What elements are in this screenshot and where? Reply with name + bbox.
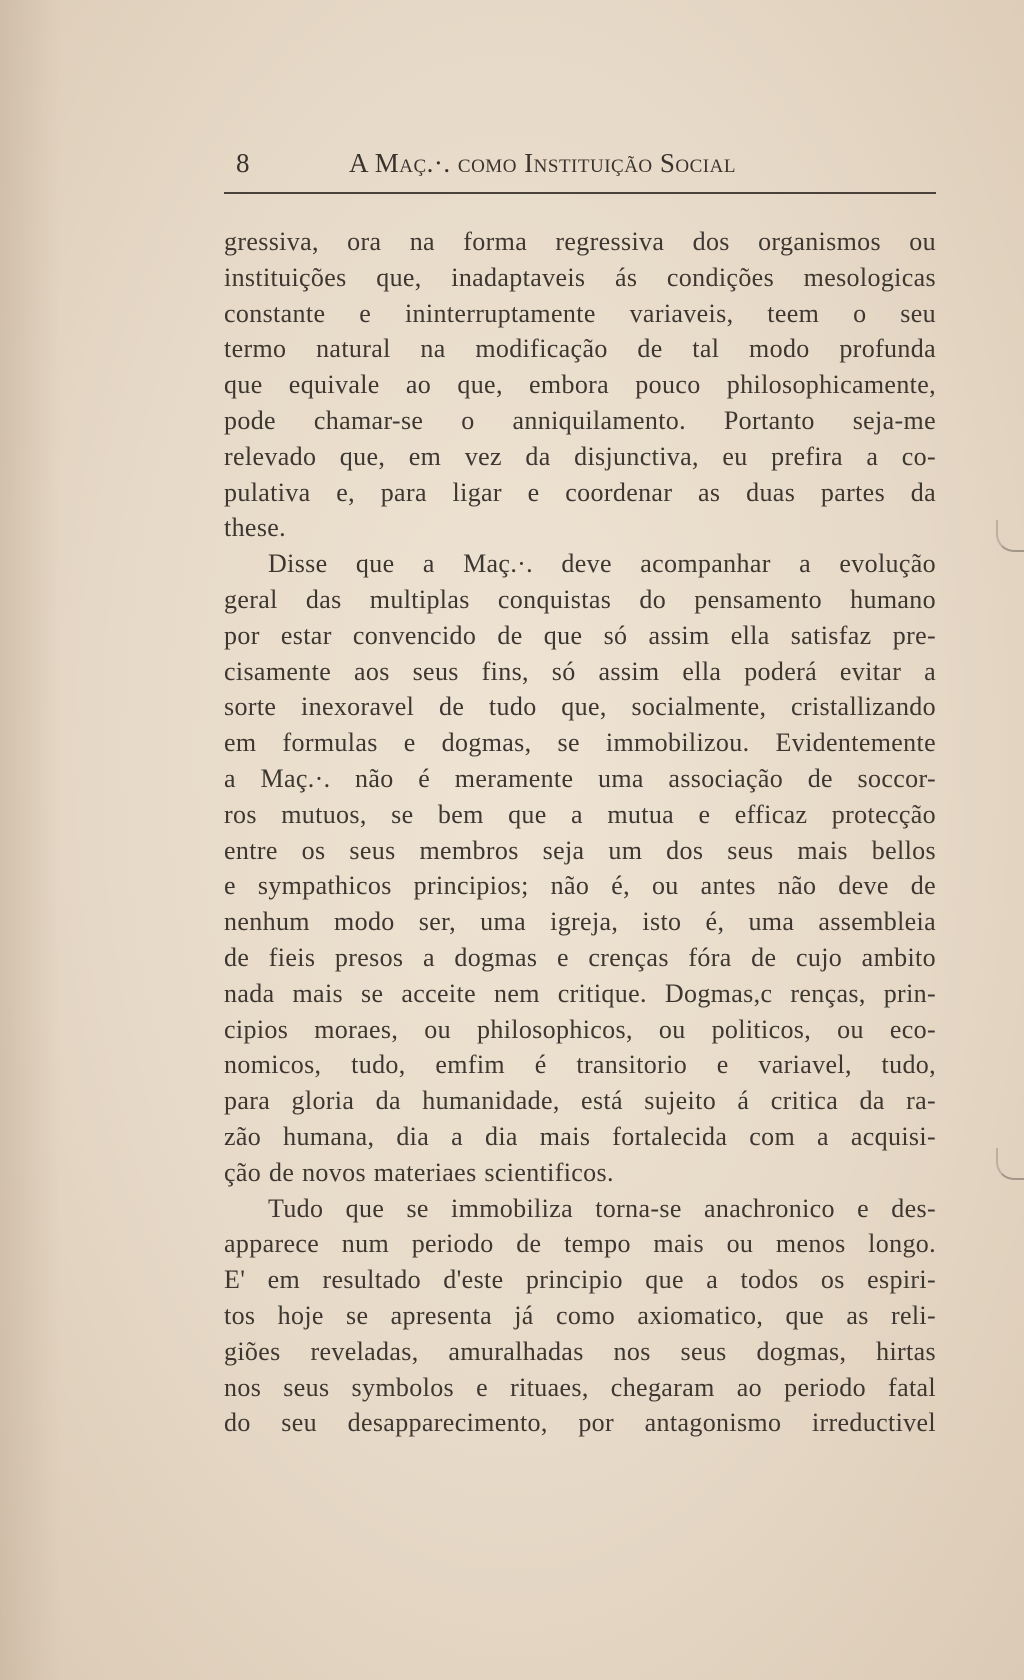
text-line: para gloria da humanidade, está sujeito á critica da ra- xyxy=(224,1086,936,1116)
page-number: 8 xyxy=(236,148,250,178)
text-line: zão humana, dia a dia mais fortalecida com a acquisi- xyxy=(224,1121,936,1151)
body-text xyxy=(224,224,936,1441)
text-line: sorte inexoravel de tudo que, socialmente, cristallizando xyxy=(224,692,936,722)
running-head xyxy=(224,148,936,188)
text-line: termo natural na modificação de tal modo profunda xyxy=(224,334,936,364)
margin-mark xyxy=(996,520,1024,552)
text-line: these. xyxy=(224,513,287,543)
text-line: e sympathicos principios; não é, ou antes não deve de xyxy=(224,871,936,901)
text-line: de fieis presos a dogmas e crenças fóra de cujo ambito xyxy=(224,942,936,972)
text-line: apparece num periodo de tempo mais ou menos longo. xyxy=(224,1229,936,1259)
text-line: pode chamar-se o anniquilamento. Portanto seja-me xyxy=(224,405,936,435)
text-line: E' em resultado d'este principio que a todos os espiri- xyxy=(224,1265,936,1295)
text-line: do seu desapparecimento, por antagonismo irreductivel xyxy=(224,1408,936,1438)
text-line: ros mutuos, se bem que a mutua e efficaz protecção xyxy=(224,799,936,829)
page-edge-shadow xyxy=(0,0,60,1680)
text-line: cisamente aos seus fins, só assim ella poderá evitar a xyxy=(224,656,936,686)
text-line: a Maç.·. não é meramente uma associação de soccor- xyxy=(224,763,936,793)
text-line: pulativa e, para ligar e coordenar as duas partes da xyxy=(224,477,936,507)
text-line: ção de novos materiaes scientificos. xyxy=(224,1157,614,1187)
text-line: instituições que, inadaptaveis ás condições mesologicas xyxy=(224,262,936,292)
text-line: Tudo que se immobiliza torna-se anachronico e des- xyxy=(268,1193,936,1223)
text-line: giões reveladas, amuralhadas nos seus dogmas, hirtas xyxy=(224,1336,936,1366)
text-line: gressiva, ora na forma regressiva dos organismos ou xyxy=(224,227,936,256)
text-line: em formulas e dogmas, se immobilizou. Evidentemente xyxy=(224,728,936,758)
text-line: cipios moraes, ou philosophicos, ou politicos, ou eco- xyxy=(224,1014,936,1044)
text-line: constante e ininterruptamente variaveis, teem o seu xyxy=(224,298,936,328)
text-line: relevado que, em vez da disjunctiva, eu prefira a co- xyxy=(224,441,936,471)
text-line: tos hoje se apresenta já como axiomatico, que as reli- xyxy=(224,1300,936,1330)
text-line: nenhum modo ser, uma igreja, isto é, uma assembleia xyxy=(224,907,936,937)
text-line: nos seus symbolos e rituaes, chegaram ao periodo fatal xyxy=(224,1372,936,1402)
margin-mark xyxy=(996,1148,1024,1180)
text-line: nomicos, tudo, emfim é transitorio e variavel, tudo, xyxy=(224,1050,936,1080)
text-line: por estar convencido de que só assim ella satisfaz pre- xyxy=(224,620,936,650)
text-line: que equivale ao que, embora pouco philosophicamente, xyxy=(224,370,936,400)
text-line: entre os seus membros seja um dos seus mais bellos xyxy=(224,835,936,865)
text-line: geral das multiplas conquistas do pensamento humano xyxy=(224,584,936,614)
text-line: nada mais se acceite nem critique. Dogmas,c renças, prin- xyxy=(224,978,936,1008)
text-line: Disse que a Maç.·. deve acompanhar a evolução xyxy=(268,549,936,579)
running-title: A Maç.·. como Instituição Social xyxy=(349,148,736,178)
header-rule xyxy=(224,192,936,194)
